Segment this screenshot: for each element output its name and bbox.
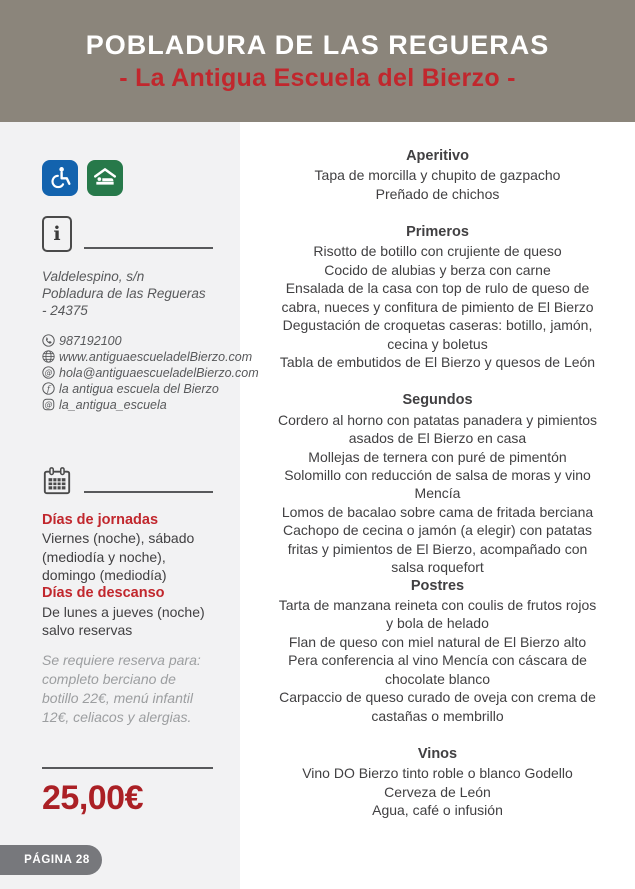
menu-section [278,745,598,820]
menu [240,122,635,889]
menu-item: Tarta de manzana reineta con coulis de frutos rojos y bola de helado [278,596,597,632]
info-icon: i [42,216,72,252]
menu-section [278,391,598,576]
address-line: Valdelespino, s/n [42,269,145,284]
menu-sections [278,147,598,820]
svg-text:f: f [46,384,51,395]
reservation-note: Se requiere reserva para: completo berciano de botillo 22€, menú infantil 12€, celiacos y alergias. [42,652,201,725]
divider-line [84,491,213,493]
address-line: Pobladura de las Regueras - 24375 [42,285,206,318]
menu-item: Solomillo con reducción de salsa de moras y vino Mencía [284,467,591,502]
sidebar [0,122,259,889]
menu-item: Preñado de chichos [375,185,500,202]
globe-icon [42,350,55,363]
menu-item: Cordero al horno con patatas panadera y pimientos asados de El Bierzo en casa [277,411,598,447]
contact-row[interactable] [42,333,213,349]
menu-item: Agua, café o infusión [372,802,503,819]
menu-section-title: Vinos [417,746,458,763]
menu-item: Tapa de morcilla y chupito de gazpacho [314,167,561,184]
menu-item: Pera conferencia al vino Mencía con cáscara de chocolate blanco [288,652,587,687]
page-number-badge: PÁGINA 28 [0,845,102,875]
contact-text: www.antiguaescueladelBierzo.com [59,349,253,364]
contact-text: la_antigua_escuela [59,397,167,412]
content [0,122,635,889]
email-icon [42,366,55,379]
menu-item: Ensalada de la casa con top de rulo de queso de cabra, nueces y confitura de pimiento de El Bierzo [281,280,594,315]
menu-item: Cocido de alubias y berza con carne [324,261,551,278]
open-days-label: Días de jornadas [42,511,159,528]
open-days-text: Viernes (noche), sábado (mediodía y noche), domingo (mediodía) [42,530,195,583]
menu-item: Carpaccio de queso curado de oveja con crema de castañas o membrillo [279,689,596,724]
menu-item: Cachopo de cecina o jamón (a elegir) con patatas fritas y pimientos de El Bierzo, acompañado con salsa roquefort [283,522,592,576]
menu-section [278,223,598,371]
menu-section-title: Primeros [406,224,469,241]
schedule [42,511,213,640]
menu-item: Risotto de botillo con crujiente de queso [313,243,562,260]
address [42,269,213,320]
menu-item: Vino DO Bierzo tinto roble o blanco Godello [302,765,573,782]
menu-price: 25,00€ [42,778,143,817]
menu-item: Degustación de croquetas caseras: botillo, jamón, cecina y boletus [282,317,593,352]
menu-section-title: Aperitivo [406,148,469,164]
contact-row[interactable] [42,349,253,365]
contact-text: hola@antiguaescueladelBierzo.com [59,365,259,380]
calendar-icon [42,466,72,496]
instagram-icon [42,398,55,411]
lodging-icon [87,160,123,196]
closed-days-label: Días de descanso [42,585,165,602]
wheelchair-accessible-icon [42,160,78,196]
menu-item: Flan de queso con miel natural de El Bierzo alto [288,633,587,650]
divider-line [84,247,213,249]
info-header [42,216,213,252]
menu-section-title: Postres [410,577,465,594]
menu-item: Lomos de bacalao sobre cama de fritada berciana [281,503,594,520]
contact-text: 987192100 [59,333,122,348]
page-title: POBLADURA DE LAS REGUERAS [85,29,550,60]
menu-item: Mollejas de ternera con puré de pimentón [308,448,567,465]
schedule-header [42,466,213,496]
contact-row[interactable] [42,397,213,413]
phone-icon [42,334,55,347]
menu-item: Tabla de embutidos de El Bierzo y quesos de León [279,354,596,370]
menu-section-title: Segundos [402,392,473,409]
header [0,0,635,122]
contact-row[interactable] [42,381,219,397]
amenity-badges [42,160,213,196]
closed-days-text: De lunes a jueves (noche) salvo reservas [42,603,205,639]
contact-row[interactable] [42,365,259,381]
svg-text:@: @ [44,368,53,378]
svg-text:@: @ [44,400,53,410]
restaurant-name: - La Antigua Escuela del Bierzo - [119,63,516,92]
contact-list [42,333,259,413]
divider-line [42,767,213,769]
menu-section [278,577,598,725]
menu-item: Cerveza de León [384,783,491,800]
facebook-icon [42,382,55,395]
contact-text: la antigua escuela del Bierzo [59,381,219,396]
menu-section [278,147,598,203]
